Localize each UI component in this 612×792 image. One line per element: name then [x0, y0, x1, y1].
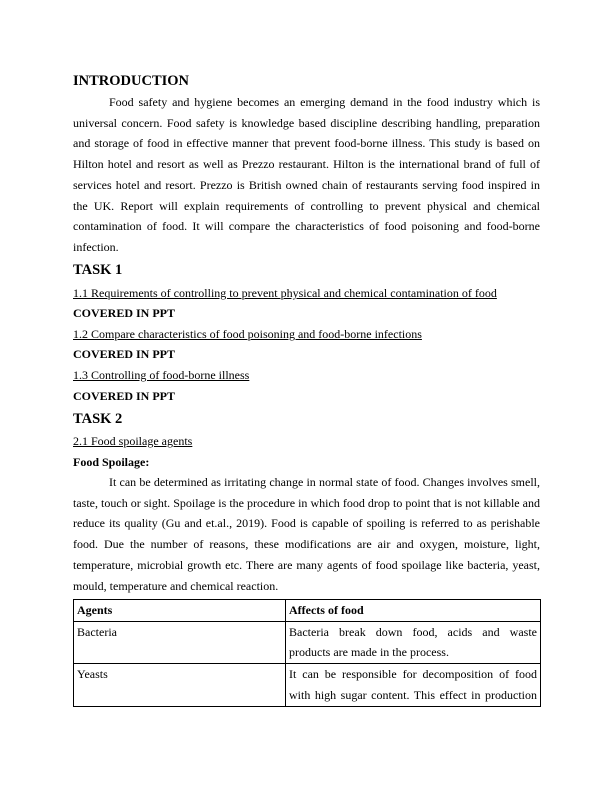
table-cell-agent: Yeasts	[74, 664, 286, 706]
task1-item-1-title: 1.1 Requirements of controlling to prevent physical and chemical contamination of food	[73, 286, 497, 300]
food-spoilage-label: Food Spoilage:	[73, 455, 150, 469]
task1-item-3-note: COVERED IN PPT	[73, 389, 176, 403]
task2-subheading: 2.1 Food spoilage agents	[73, 434, 193, 448]
task1-item-2-title: 1.2 Compare characteristics of food poisoning and food-borne infections	[73, 327, 422, 341]
table-row	[74, 664, 541, 706]
spoilage-agents-table	[73, 599, 541, 707]
table-cell-agent: Bacteria	[74, 621, 286, 663]
task1-item-2-note: COVERED IN PPT	[73, 347, 176, 361]
introduction-paragraph: Food safety and hygiene becomes an emerging demand in the food industry which is universal concern. Food safety is knowledge based discipline describing handling, preparation and storage of food in effective manner that prevent food-borne illness. This study is based on Hilton hotel and resort as well as Prezzo restaurant. Hilton is the international brand of full of services hotel and resort. Prezzo is British owned chain of restaurants serving food inspired in the UK. Report will explain requirements of controlling to prevent physical and chemical contamination of food. It will compare the characteristics of food poisoning and food-borne infection.	[73, 95, 540, 254]
task2-heading: TASK 2	[73, 411, 123, 427]
task1-item-3-title: 1.3 Controlling of food-borne illness	[73, 368, 250, 382]
table-header-affects: Affects of food	[286, 600, 541, 622]
task1-item-1-note: COVERED IN PPT	[73, 306, 176, 320]
table-header-row	[74, 600, 541, 622]
introduction-heading: INTRODUCTION	[73, 73, 190, 89]
table-header-agents: Agents	[74, 600, 286, 622]
food-spoilage-paragraph: It can be determined as irritating change in normal state of food. Changes involves smell, taste, touch or sight. Spoilage is the procedure in which food drop to point that is not killable and reduce its quality (Gu and et.al., 2019). Food is capable of spoiling is referred to as perishable food. Due the number of reasons, these modifications are air and oxygen, moisture, light, temperature, microbial growth etc. There are many agents of food spoilage like bacteria, yeast, mould, temperature and chemical reaction.	[73, 475, 540, 593]
table-cell-affect: It can be responsible for decomposition of food with high sugar content. This effect in production	[286, 664, 541, 706]
task1-heading: TASK 1	[73, 262, 123, 278]
table-cell-affect: Bacteria break down food, acids and waste products are made in the process.	[286, 621, 541, 663]
table-row	[74, 621, 541, 663]
